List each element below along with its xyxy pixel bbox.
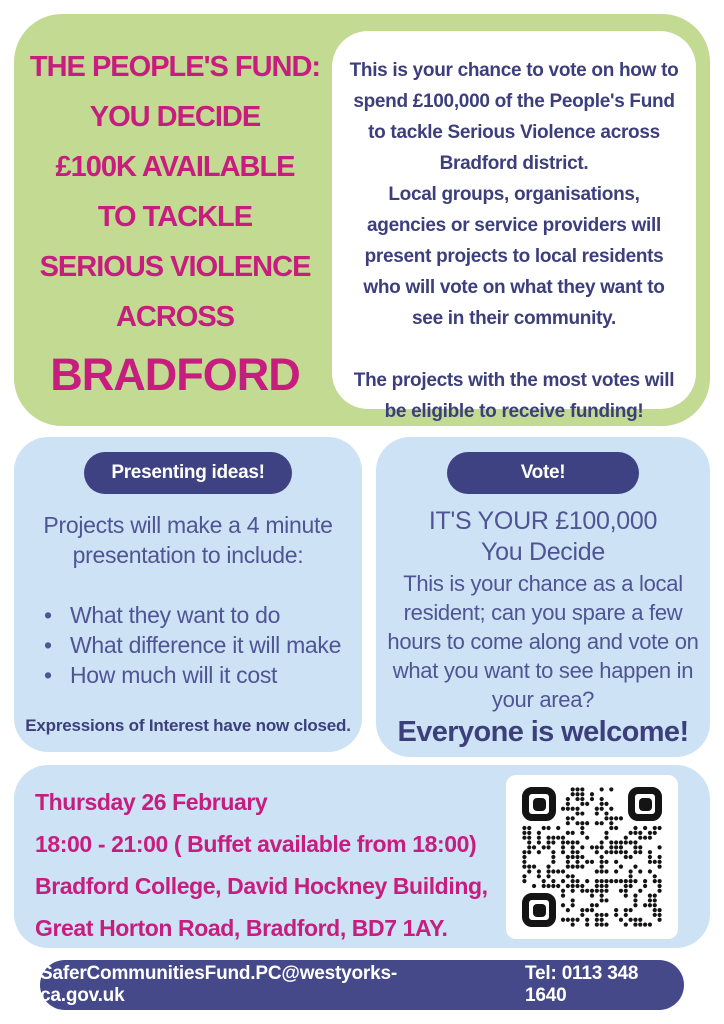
qr-finder-bottom-left [522,893,556,927]
presenting-bullet-list [14,600,362,690]
event-card [14,765,710,948]
bullet-item [44,660,362,690]
contact-email[interactable]: SaferCommunitiesFund.PC@westyorks-ca.gov.uk [40,963,397,1006]
qr-card [506,775,678,939]
vote-heading-line-2: You Decide [481,538,605,566]
qr-finder-top-right [628,787,662,821]
qr-code [522,787,662,927]
hero-title [14,42,336,404]
hero-title-line-3: £100K AVAILABLE [55,151,295,183]
bullet-icon: • [44,662,52,688]
bullet-text: What difference it will make [70,632,342,658]
bullet-item [44,630,362,660]
contact-tel[interactable]: Tel: 0113 348 1640 [525,963,639,1006]
vote-badge[interactable]: Vote! [447,452,639,494]
presenting-card [14,437,362,752]
bullet-text: What they want to do [70,602,281,628]
hero-title-bradford: BRADFORD [50,349,300,400]
intro-card [332,31,696,422]
hero-title-line-6: ACROSS [115,301,235,333]
presenting-ideas-badge[interactable]: Presenting ideas! [84,452,292,494]
vote-body-text: This is your chance as a local resident; can you spare a few hours to come along and vote on what you want to see happen in your area? [387,571,699,712]
bullet-icon: • [44,632,52,658]
hero-title-line-1: THE PEOPLE'S FUND: [29,51,321,83]
event-date: Thursday 26 February [35,789,268,815]
expressions-closed-note: Expressions of Interest have now closed. [25,716,351,735]
event-address: Great Horton Road, Bradford, BD7 1AY. [35,915,448,941]
intro-paragraph-3: The projects with the most votes will be eligible to receive funding! [353,370,675,422]
vote-card [376,437,710,757]
hero-section [14,14,710,426]
intro-paragraph-1: This is your chance to vote on how to spend £100,000 of the People's Fund to tackle Serious Violence across Bradford district. [349,60,679,174]
footer-contact-bar [40,960,684,1010]
hero-title-line-5: SERIOUS VIOLENCE [39,251,311,283]
presenting-intro: Projects will make a 4 minute presentation to include: [43,512,333,568]
hero-title-line-2: YOU DECIDE [89,101,261,133]
qr-finder-top-left [522,787,556,821]
event-details [35,781,488,949]
bullet-text: How much will it cost [70,662,278,688]
intro-paragraph-2: Local groups, organisations, agencies or service providers will present projects to local residents who will vote on what they want to see in their community. [363,184,665,329]
event-venue: Bradford College, David Hockney Building, [35,873,488,899]
vote-heading-line-1: IT'S YOUR £100,000 [428,507,658,535]
everyone-welcome-text: Everyone is welcome! [397,716,689,748]
bullet-icon: • [44,602,52,628]
hero-title-line-4: TO TACKLE [97,201,253,233]
bullet-item [44,600,362,630]
event-time: 18:00 - 21:00 ( Buffet available from 18:00) [35,831,477,857]
